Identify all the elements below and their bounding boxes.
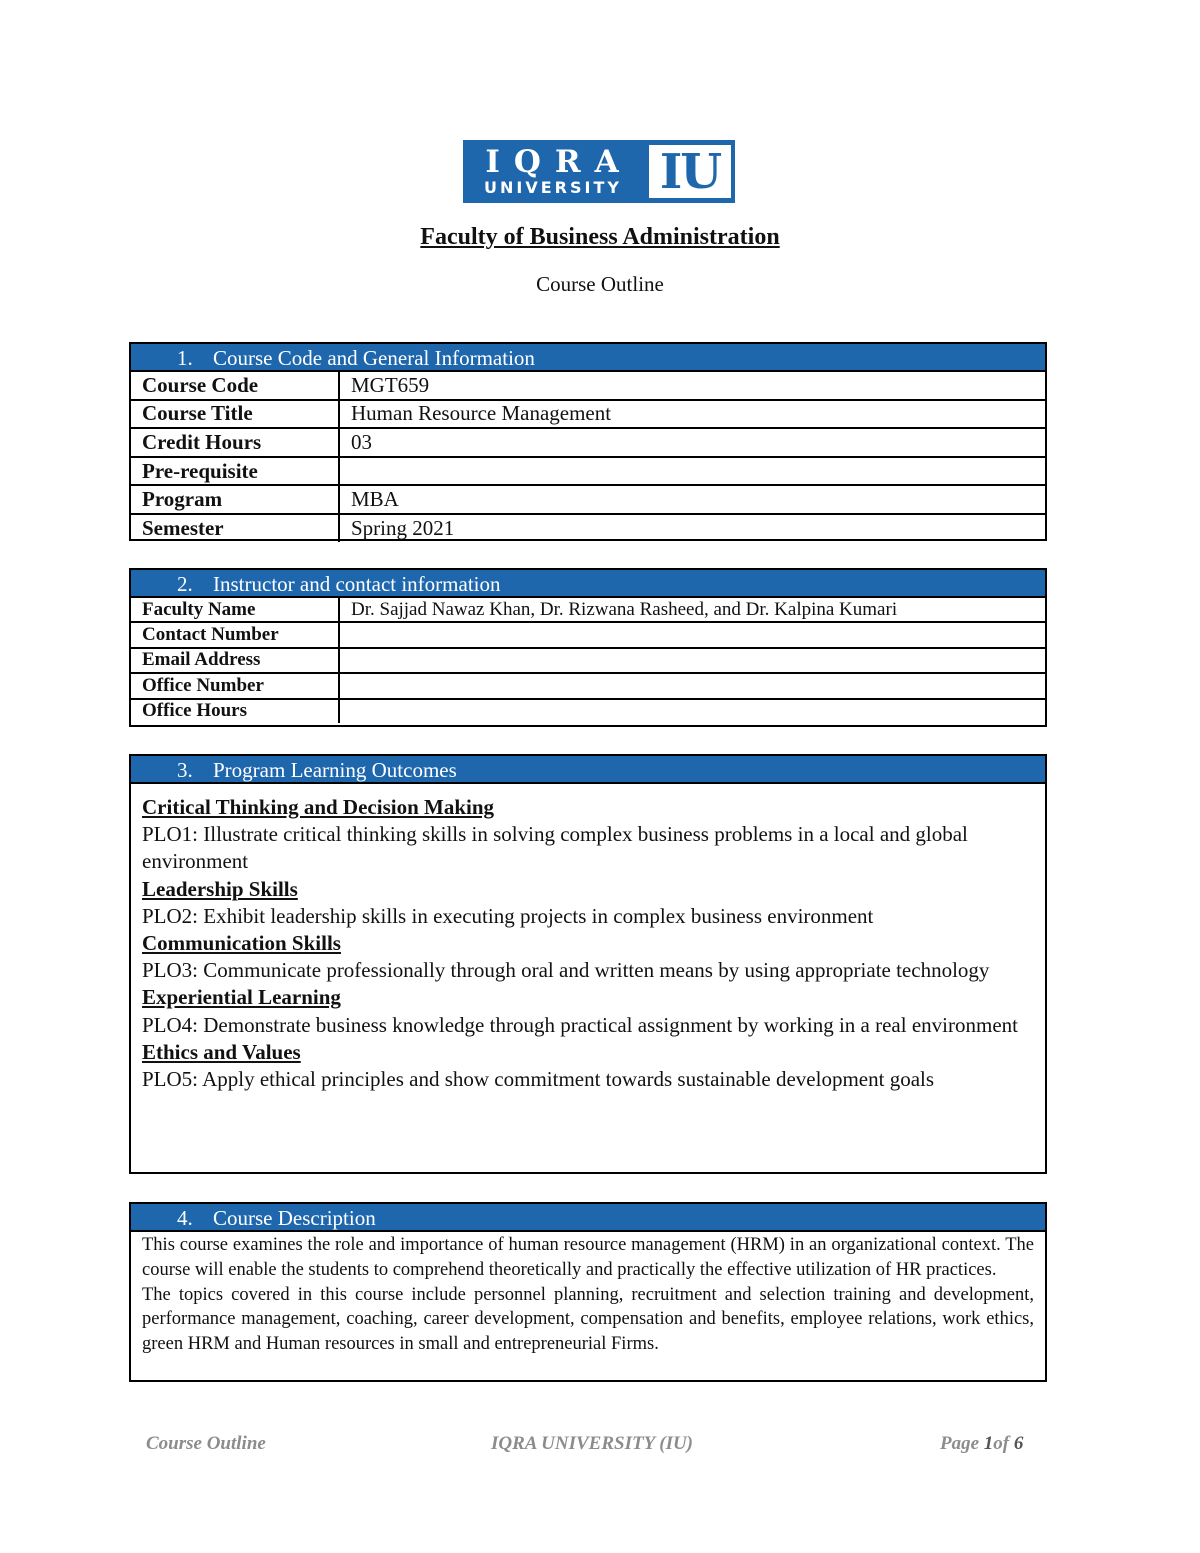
section-number: 4. xyxy=(177,1206,193,1230)
plo-list xyxy=(131,784,1045,1093)
table-row xyxy=(131,648,1045,673)
logo-mark-text: IU xyxy=(659,143,721,200)
section-course-description xyxy=(129,1202,1047,1382)
row-label: Program xyxy=(131,485,339,514)
page-prefix: Page xyxy=(940,1433,980,1454)
row-value xyxy=(339,622,1045,647)
row-label: Semester xyxy=(131,514,339,542)
section-header xyxy=(131,570,1045,598)
section-header xyxy=(131,1204,1045,1232)
description-paragraph: This course examines the role and importance of human resource management (HRM) in an organizational context. The course will enable the students to comprehend theoretically and practically the effective utilization of HR practices. xyxy=(142,1235,1034,1280)
section-title: Course Code and General Information xyxy=(213,346,535,370)
section-number: 2. xyxy=(177,572,193,596)
faculty-title: Faculty of Business Administration xyxy=(420,224,780,250)
row-label: Office Hours xyxy=(131,699,339,723)
table-row xyxy=(131,428,1045,457)
document-subtitle: Course Outline xyxy=(536,272,664,296)
row-label: Pre-requisite xyxy=(131,457,339,486)
section-header xyxy=(131,756,1045,784)
table-row xyxy=(131,673,1045,698)
row-value: Dr. Sajjad Nawaz Khan, Dr. Rizwana Rasheed, and Dr. Kalpina Kumari xyxy=(351,598,898,620)
section-header xyxy=(131,344,1045,372)
description-paragraph: The topics covered in this course include personnel planning, recruitment and selection training and development, performance management, coaching, career development, compensation and benefits, employee relations, work ethics, green HRM and Human resources in small and entrepreneurial Firms. xyxy=(142,1284,1034,1355)
description-body xyxy=(131,1232,1045,1357)
plo-text: PLO2: Exhibit leadership skills in executing projects in complex business environment xyxy=(142,903,874,928)
logo-subtitle: UNIVERSITY xyxy=(484,177,622,197)
row-value: Human Resource Management xyxy=(339,400,1045,429)
row-value xyxy=(339,673,1045,698)
row-label: Email Address xyxy=(131,648,339,673)
plo-text: PLO5: Apply ethical principles and show commitment towards sustainable development goals xyxy=(142,1067,935,1092)
section-instructor-info xyxy=(129,568,1047,727)
table-row xyxy=(131,400,1045,429)
course-info-table xyxy=(131,372,1045,542)
row-label: Course Code xyxy=(131,372,339,400)
row-label: Contact Number xyxy=(131,622,339,647)
plo-heading: Communication Skills xyxy=(142,931,341,956)
university-logo xyxy=(463,140,735,203)
row-label: Course Title xyxy=(131,400,339,429)
row-label: Faculty Name xyxy=(131,598,339,622)
table-row xyxy=(131,699,1045,723)
row-value: Spring 2021 xyxy=(339,514,1045,542)
row-label: Credit Hours xyxy=(131,428,339,457)
row-value: 03 xyxy=(339,428,1045,457)
page-indicator xyxy=(940,1433,1023,1455)
plo-heading: Ethics and Values xyxy=(142,1039,301,1064)
table-row xyxy=(131,598,1045,622)
plo-heading: Critical Thinking and Decision Making xyxy=(142,795,495,819)
page-of: of xyxy=(993,1433,1010,1454)
section-title: Course Description xyxy=(213,1206,376,1230)
plo-heading: Leadership Skills xyxy=(142,876,298,901)
section-title: Instructor and contact information xyxy=(213,572,501,596)
section-number: 1. xyxy=(177,346,193,370)
page-number: 1 xyxy=(983,1433,994,1454)
plo-text: PLO1: Illustrate critical thinking skills in solving complex business problems in a local and global environment xyxy=(142,822,968,874)
row-value xyxy=(339,648,1045,673)
instructor-table xyxy=(131,598,1045,723)
section-number: 3. xyxy=(177,758,193,782)
section-course-info xyxy=(129,342,1047,541)
table-row xyxy=(131,372,1045,400)
logo-wordmark xyxy=(463,140,643,203)
plo-text: PLO3: Communicate professionally through oral and written means by using appropriate technology xyxy=(142,958,990,983)
table-row xyxy=(131,485,1045,514)
table-row xyxy=(131,457,1045,486)
section-title: Program Learning Outcomes xyxy=(213,758,457,782)
plo-text: PLO4: Demonstrate business knowledge through practical assignment by working in a real environment xyxy=(142,1012,1018,1037)
row-value: MBA xyxy=(339,485,1045,514)
section-learning-outcomes xyxy=(129,754,1047,1174)
logo-mark xyxy=(649,145,731,198)
plo-heading: Experiential Learning xyxy=(142,985,341,1010)
logo-name: IQRA xyxy=(485,143,633,180)
footer-left: Course Outline xyxy=(146,1433,266,1454)
row-value xyxy=(339,457,1045,486)
table-row xyxy=(131,622,1045,647)
footer-center: IQRA UNIVERSITY (IU) xyxy=(491,1433,694,1454)
page-total: 6 xyxy=(1013,1433,1024,1454)
row-value xyxy=(339,699,1045,723)
row-value: MGT659 xyxy=(351,372,430,397)
table-row xyxy=(131,514,1045,542)
row-label: Office Number xyxy=(131,673,339,698)
